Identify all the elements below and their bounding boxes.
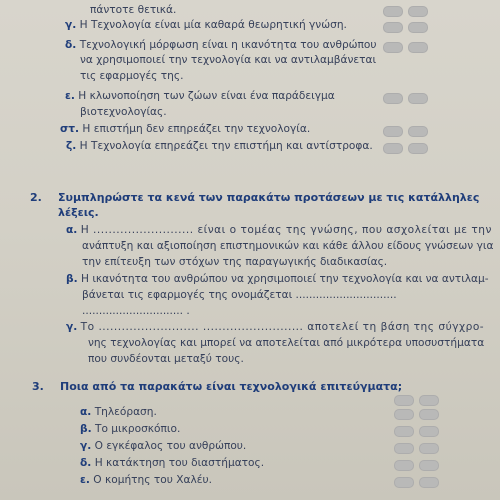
ex3-e-label: ε. (80, 474, 90, 486)
ex1-st-label: στ. (60, 123, 80, 135)
ex1-item-z (66, 140, 373, 153)
answer-bubble-true[interactable] (394, 426, 414, 437)
answer-bubble-false[interactable] (408, 143, 428, 154)
answer-bubble-false[interactable] (408, 126, 428, 137)
answer-bubble-true[interactable] (394, 395, 414, 406)
ex3-a-bubbles (394, 409, 439, 420)
answer-bubble-false[interactable] (419, 443, 439, 454)
ex2-a-text-1[interactable]: Η .......................... είναι ο τομέας της γνώσης, που ασχολείται με την (80, 224, 492, 236)
ex1-z-bubbles (383, 143, 428, 154)
ex3-a-label: α. (80, 406, 92, 418)
ex2-a-label: α. (66, 224, 78, 236)
ex1-e-text-2: βιοτεχνολογίας. (80, 106, 167, 118)
answer-bubble-true[interactable] (383, 22, 403, 33)
ex1-d-label: δ. (65, 39, 77, 51)
answer-bubble-false[interactable] (408, 22, 428, 33)
ex1-item-e (65, 90, 335, 103)
answer-bubble-true[interactable] (383, 126, 403, 137)
answer-bubble-false[interactable] (419, 395, 439, 406)
answer-bubble-true[interactable] (383, 42, 403, 53)
answer-bubble-true[interactable] (383, 143, 403, 154)
ex1-z-label: ζ. (66, 140, 77, 152)
ex3-c-bubbles (394, 443, 439, 454)
ex2-c-text-2: νης τεχνολογίας και μπορεί να αποτελείται από μικρότερα υποσυστήματα (88, 337, 485, 349)
ex2-b-label: β. (66, 273, 78, 285)
ex2-b-text-1: Η ικανότητα του ανθρώπου να χρησιμοποιεί την τεχνολογία και να αντιλαμ- (80, 273, 489, 285)
ex1-e-bubbles (383, 93, 428, 104)
ex2-item-c (66, 321, 484, 334)
ex2-c-label: γ. (66, 321, 78, 333)
ex2-c-text-1[interactable]: Το .......................... .......................... αποτελεί τη βάση της σύγχρο- (80, 321, 485, 333)
ex3-c-text: Ο εγκέφαλος του ανθρώπου. (94, 440, 247, 452)
ex3-b-text: Το μικροσκόπιο. (94, 423, 181, 435)
ex1-item-d (65, 39, 377, 52)
answer-bubble-false[interactable] (419, 460, 439, 471)
ex2-item-a (66, 224, 492, 237)
ex2-b-text-2[interactable]: βάνεται τις εφαρμογές της ονομάζεται .............................. (82, 289, 397, 301)
ex2-a-text-3: την επίτευξη των στόχων της παραγωγικής διαδικασίας. (82, 256, 388, 268)
ex1-e-text-1: Η κλωνοποίηση των ζώων είναι ένα παράδειγμα (78, 90, 335, 102)
answer-bubble-false[interactable] (408, 6, 428, 17)
answer-bubble-false[interactable] (419, 409, 439, 420)
ex1-z-text: Η Τεχνολογία επηρεάζει την επιστήμη και αντίστροφα. (79, 140, 373, 152)
ex1-d-text-2: να χρησιμοποιεί την τεχνολογία και να αντιλαμβάνεται (80, 54, 377, 66)
ex2-a-text-2: ανάπτυξη και αξιοποίηση επιστημονικών και κάθε άλλου είδους γνώσεων για (82, 240, 494, 252)
ex1-g-bubbles (383, 22, 428, 33)
ex3-c-label: γ. (80, 440, 92, 452)
ex1-g-label: γ. (65, 19, 77, 31)
ex1-item-st (60, 123, 310, 136)
ex1-st-text: Η επιστήμη δεν επηρεάζει την τεχνολογία. (82, 123, 311, 135)
ex3-a-text: Τηλεόραση. (94, 406, 157, 418)
answer-bubble-true[interactable] (394, 477, 414, 488)
ex3-e-bubbles (394, 477, 439, 488)
ex1-d-bubbles (383, 42, 428, 53)
ex3-b-bubbles (394, 426, 439, 437)
ex1-e-label: ε. (65, 90, 75, 102)
answer-bubble-true[interactable] (383, 6, 403, 17)
ex3-item-a (80, 406, 157, 419)
ex2-number: 2. (30, 191, 42, 204)
ex3-d-bubbles (394, 460, 439, 471)
ex3-item-b (80, 423, 180, 436)
ex1-g-text: Η Τεχνολογία είναι μία καθαρά θεωρητική γνώση. (79, 19, 347, 31)
ex1-cont-bubbles (383, 6, 428, 17)
ex3-item-e (80, 474, 212, 487)
ex3-b-label: β. (80, 423, 92, 435)
ex3-top-bubbles (394, 395, 439, 406)
ex1-cont-line: πάντοτε θετικά. (90, 4, 177, 16)
answer-bubble-true[interactable] (394, 460, 414, 471)
ex1-item-g (65, 19, 347, 32)
answer-bubble-false[interactable] (419, 426, 439, 437)
ex3-d-label: δ. (80, 457, 92, 469)
ex3-title: Ποια από τα παρακάτω είναι τεχνολογικά επιτεύγματα; (60, 380, 403, 393)
ex2-item-b (66, 273, 489, 286)
ex1-st-bubbles (383, 126, 428, 137)
ex3-d-text: Η κατάκτηση του διαστήματος. (94, 457, 265, 469)
ex2-c-text-3: που συνδέονται μεταξύ τους. (88, 353, 244, 365)
ex3-item-d (80, 457, 264, 470)
answer-bubble-true[interactable] (394, 409, 414, 420)
ex3-number: 3. (32, 380, 44, 393)
ex2-title-2: λέξεις. (58, 206, 99, 219)
ex2-b-text-3[interactable]: .............................. . (82, 305, 190, 317)
answer-bubble-true[interactable] (394, 443, 414, 454)
ex2-title-1: Συμπληρώστε τα κενά των παρακάτω προτάσεων με τις κατάλληλες (58, 191, 480, 204)
answer-bubble-false[interactable] (419, 477, 439, 488)
ex1-d-text-1: Τεχνολογική μόρφωση είναι η ικανότητα του ανθρώπου (79, 39, 377, 51)
answer-bubble-false[interactable] (408, 93, 428, 104)
ex3-item-c (80, 440, 246, 453)
answer-bubble-true[interactable] (383, 93, 403, 104)
answer-bubble-false[interactable] (408, 42, 428, 53)
ex3-e-text: Ο κομήτης του Χαλέυ. (93, 474, 212, 486)
ex1-d-text-3: τις εφαρμογές της. (80, 70, 184, 82)
